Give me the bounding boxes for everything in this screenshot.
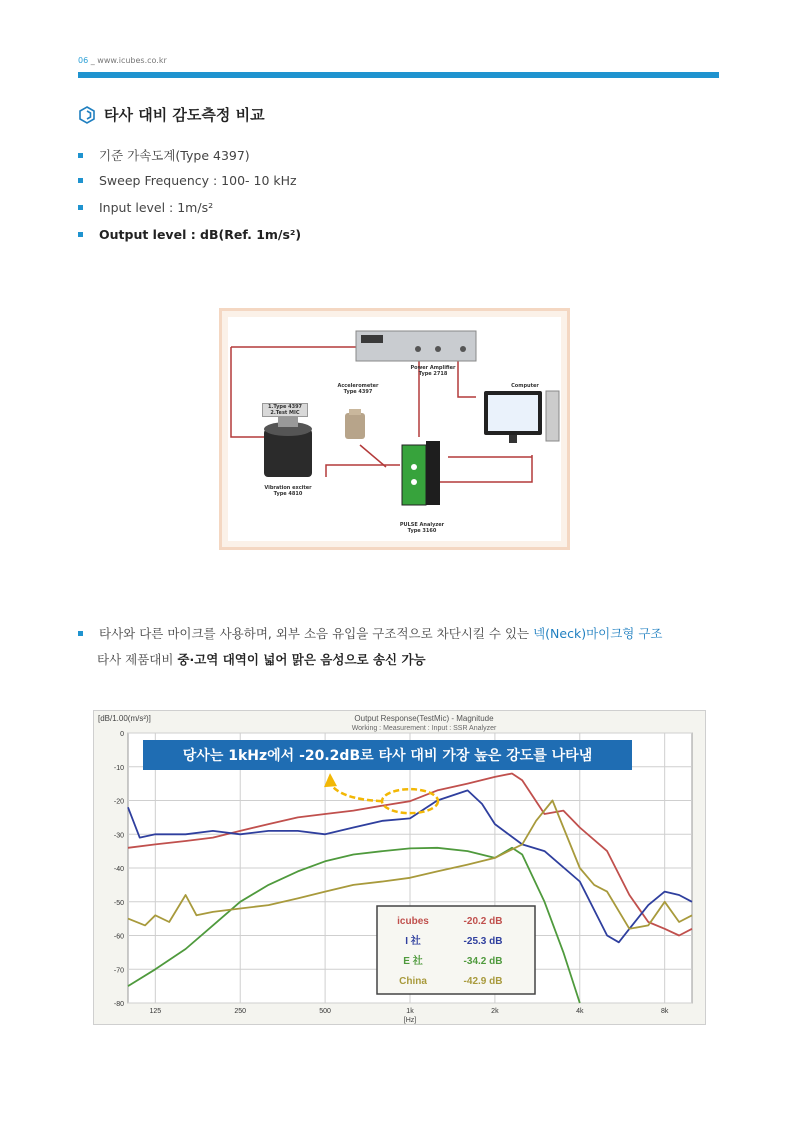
y-tick-label: -20 xyxy=(113,798,124,806)
bullet-marker xyxy=(78,232,83,237)
bullet-input-level xyxy=(78,200,213,215)
y-axis-label: [dB/1.00(m/s²)] xyxy=(98,714,151,723)
y-tick-label: -10 xyxy=(113,764,124,772)
legend-name: icubes xyxy=(397,916,429,927)
paragraph-line1-text: 타사와 다른 마이크를 사용하며, 외부 소음 유입을 구조적으로 차단시킬 수 있는 xyxy=(99,626,534,641)
neck-mic-highlight: 넥(Neck)마이크형 구조 xyxy=(533,626,663,641)
chart-subtitle: Working : Measurement : Input : SSR Analyzer xyxy=(351,725,497,732)
legend-value: -25.3 dB xyxy=(463,936,503,947)
cube-logo-icon xyxy=(78,106,96,124)
paragraph-line2-emphasis: 중·고역 대역이 넓어 맑은 음성으로 송신 가능 xyxy=(177,652,426,667)
site-url[interactable]: www.icubes.co.kr xyxy=(97,56,167,65)
legend-value: -34.2 dB xyxy=(463,956,503,967)
bullet-marker xyxy=(78,205,83,210)
power-amplifier-label: Power Amplifier Type 2718 xyxy=(410,365,456,377)
paragraph-line2 xyxy=(97,650,426,668)
bullet-marker xyxy=(78,178,83,183)
bullet-reference-accelerometer xyxy=(78,146,250,164)
setup-wiring xyxy=(228,317,561,541)
y-tick-label: -60 xyxy=(113,933,124,941)
legend-name: E 社 xyxy=(403,956,423,967)
x-tick-label: 125 xyxy=(149,1008,162,1015)
legend-name: I 社 xyxy=(405,936,421,947)
measurement-setup-diagram xyxy=(222,311,567,547)
header-rule xyxy=(78,72,719,78)
legend-name: China xyxy=(399,976,427,987)
bullet-text: Sweep Frequency : 100- 10 kHz xyxy=(99,173,297,188)
y-tick-label: -80 xyxy=(113,1001,124,1008)
bullet-marker xyxy=(78,153,83,158)
y-tick-label: -50 xyxy=(113,899,124,907)
device-tag-label: 1.Type 4397 2.Test MIC xyxy=(262,403,308,417)
bullet-sweep-frequency xyxy=(78,173,297,188)
section-heading xyxy=(78,104,265,125)
bullet-marker xyxy=(78,631,83,636)
page-number: 06 xyxy=(78,56,89,65)
bullet-text: 기준 가속도계(Type 4397) xyxy=(99,148,250,163)
x-tick-label: 500 xyxy=(319,1008,331,1015)
x-tick-label: 250 xyxy=(234,1008,247,1015)
x-tick-label: 8k xyxy=(660,1008,669,1015)
paragraph-line2-text: 타사 제품대비 xyxy=(97,652,178,667)
page-header xyxy=(78,56,167,65)
legend-value: -20.2 dB xyxy=(463,916,503,927)
y-tick-label: 0 xyxy=(120,731,124,738)
y-tick-label: -70 xyxy=(113,967,124,975)
paragraph-line1 xyxy=(99,624,663,642)
accelerometer-label: Accelerometer Type 4397 xyxy=(337,383,379,395)
highlight-banner: 당사는 1kHz에서 -20.2dB로 타사 대비 가장 높은 강도를 나타냄 xyxy=(143,740,632,770)
vibration-exciter-label: Vibration exciter Type 4810 xyxy=(264,485,312,497)
bullet-text: Output level : dB(Ref. 1m/s²) xyxy=(99,227,302,242)
bullet-text: Input level : 1m/s² xyxy=(99,200,214,215)
legend-value: -42.9 dB xyxy=(463,976,503,987)
x-tick-label: 1k xyxy=(406,1008,414,1015)
x-tick-label: 2k xyxy=(491,1008,499,1015)
section-title: 타사 대비 감도측정 비교 xyxy=(104,106,265,124)
chart-title: Output Response(TestMic) - Magnitude xyxy=(354,714,494,723)
x-tick-label: 4k xyxy=(576,1008,584,1015)
bullet-neck-mic xyxy=(78,624,663,642)
y-tick-label: -30 xyxy=(113,832,124,840)
y-tick-label: -40 xyxy=(113,866,124,873)
computer-label: Computer xyxy=(511,383,539,389)
header-separator: _ xyxy=(88,56,98,65)
bullet-output-level xyxy=(78,227,301,242)
pulse-analyzer-label: PULSE Analyzer Type 3160 xyxy=(399,522,445,534)
x-axis-label: [Hz] xyxy=(403,1017,417,1024)
